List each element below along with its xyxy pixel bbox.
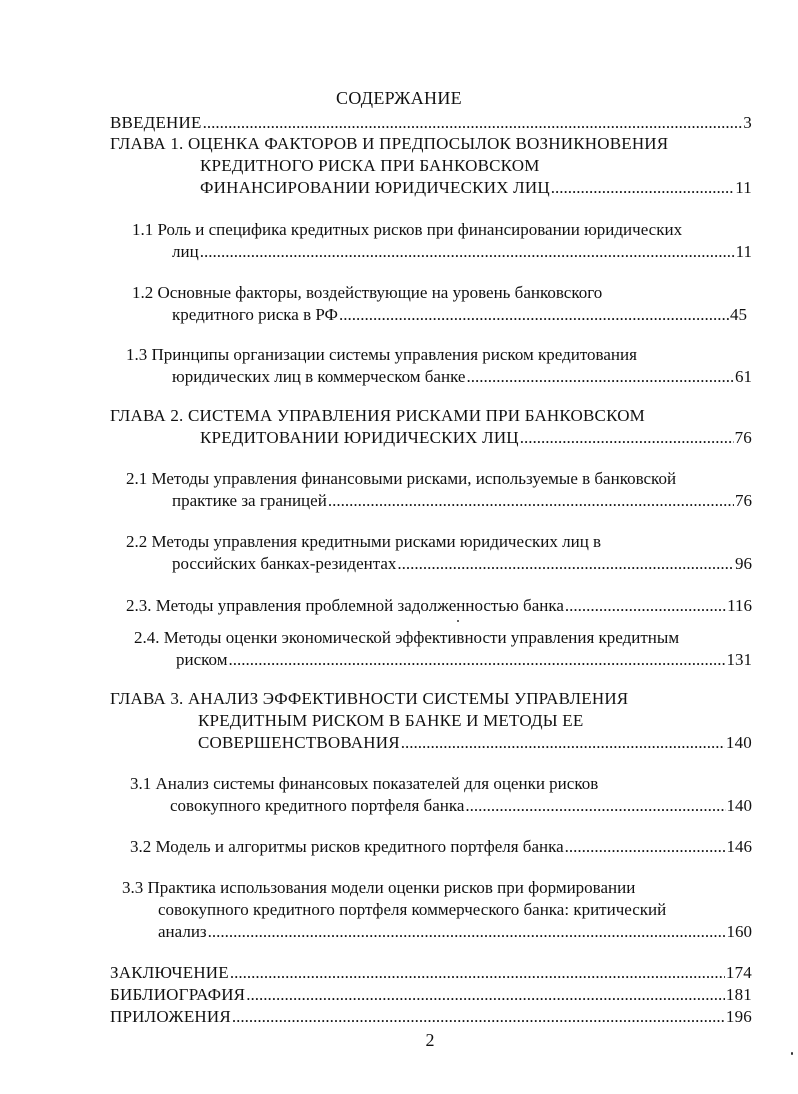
toc-entry-section-2-4 (176, 649, 752, 671)
leader-dots (397, 553, 734, 575)
toc-entry-bibliography (110, 984, 752, 1006)
toc-entry-page: 181 (725, 985, 752, 1004)
toc-entry-conclusion (110, 962, 752, 984)
toc-entry-label: КРЕДИТОВАНИИ ЮРИДИЧЕСКИХ ЛИЦ (200, 428, 519, 447)
toc-entry-label: ПРИЛОЖЕНИЯ (110, 1007, 231, 1026)
toc-entry-page: 146 (726, 837, 752, 856)
toc-entry-page: 160 (726, 922, 752, 941)
toc-entry-section-3-1 (170, 795, 752, 817)
chapter-1-title-line2: КРЕДИТНОГО РИСКА ПРИ БАНКОВСКОМ (200, 156, 540, 175)
toc-entry-page: 11 (735, 242, 752, 261)
toc-entry-chapter-1 (200, 177, 752, 199)
section-3-1-line1: 3.1 Анализ системы финансовых показателей для оценки рисков (130, 774, 599, 793)
leader-dots (328, 490, 734, 512)
toc-entry-label: ЗАКЛЮЧЕНИЕ (110, 963, 229, 982)
scan-speck (457, 620, 459, 622)
toc-title: СОДЕРЖАНИЕ (336, 88, 462, 108)
toc-entry-chapter-3 (198, 732, 752, 754)
toc-entry-page: 76 (734, 428, 752, 447)
toc-entry-label: 2.3. Методы управления проблемной задолженностью банка (126, 596, 564, 615)
leader-dots (465, 795, 725, 817)
leader-dots (246, 984, 725, 1006)
section-1-3-line1: 1.3 Принципы организации системы управления риском кредитования (126, 345, 637, 364)
leader-dots (200, 241, 735, 263)
toc-entry-page: 61 (735, 367, 752, 386)
toc-entry-label: практике за границей (172, 491, 327, 510)
leader-dots (203, 112, 743, 134)
toc-entry-label: 3.2 Модель и алгоритмы рисков кредитного портфеля банка (130, 837, 564, 856)
leader-dots (466, 366, 734, 388)
section-2-2-line1: 2.2 Методы управления кредитными рисками юридических лиц в (126, 532, 602, 551)
toc-entry-page: 45 (730, 305, 747, 324)
leader-dots (520, 427, 734, 449)
section-3-3-line2: совокупного кредитного портфеля коммерческого банка: критический (158, 900, 667, 919)
toc-entry-page: 116 (727, 596, 752, 615)
chapter-3-title-line1: ГЛАВА 3. АНАЛИЗ ЭФФЕКТИВНОСТИ СИСТЕМЫ УПРАВЛЕНИЯ (110, 689, 629, 708)
toc-entry-label: кредитного риска в РФ (172, 305, 338, 324)
leader-dots (339, 304, 729, 326)
section-2-4-line1: 2.4. Методы оценки экономической эффективности управления кредитным (134, 628, 680, 647)
leader-dots (228, 649, 725, 671)
toc-entry-label: СОВЕРШЕНСТВОВАНИЯ (198, 733, 400, 752)
section-1-1-line1: 1.1 Роль и специфика кредитных рисков при финансировании юридических (132, 220, 683, 239)
toc-entry-label: ВВЕДЕНИЕ (110, 113, 202, 132)
toc-entry-label: БИБЛИОГРАФИЯ (110, 985, 246, 1004)
chapter-1-title-line1: ГЛАВА 1. ОЦЕНКА ФАКТОРОВ И ПРЕДПОСЫЛОК ВОЗНИКНОВЕНИЯ (110, 134, 669, 153)
toc-entry-label: анализ (158, 922, 207, 941)
toc-entry-section-2-2 (172, 553, 752, 575)
toc-entry-section-3-3 (158, 921, 752, 943)
toc-entry-page: 140 (725, 733, 752, 752)
toc-entry-page: 196 (725, 1007, 752, 1026)
toc-entry-section-3-2 (130, 836, 752, 858)
leader-dots (565, 836, 726, 858)
toc-entry-section-1-3 (172, 366, 752, 388)
chapter-2-title-line1: ГЛАВА 2. СИСТЕМА УПРАВЛЕНИЯ РИСКАМИ ПРИ БАНКОВСКОМ (110, 406, 645, 425)
toc-entry-page: 3 (743, 113, 752, 132)
toc-entry-intro (110, 112, 752, 134)
toc-entry-label: юридических лиц в коммерческом банке (172, 367, 466, 386)
toc-entry-page: 174 (725, 963, 752, 982)
toc-entry-label: совокупного кредитного портфеля банка (170, 796, 465, 815)
section-3-3-line1: 3.3 Практика использования модели оценки рисков при формировании (122, 878, 636, 897)
toc-entry-page: 131 (726, 650, 752, 669)
leader-dots (401, 732, 725, 754)
toc-entry-page: 96 (735, 554, 752, 573)
leader-dots (208, 921, 726, 943)
toc-entry-label: российских банках-резидентах (172, 554, 397, 573)
toc-entry-page: 140 (726, 796, 752, 815)
section-1-2-line1: 1.2 Основные факторы, воздействующие на уровень банковского (132, 283, 603, 302)
section-2-1-line1: 2.1 Методы управления финансовыми рисками, используемые в банковской (126, 469, 677, 488)
leader-dots (551, 177, 734, 199)
page-number: 2 (425, 1030, 435, 1050)
toc-entry-label: риском (176, 650, 228, 669)
leader-dots (230, 962, 725, 984)
toc-entry-appendices (110, 1006, 752, 1028)
toc-entry-section-1-1 (172, 241, 752, 263)
toc-entry-section-2-3 (126, 595, 752, 617)
toc-entry-label: лиц (172, 242, 199, 261)
toc-entry-page: 76 (735, 491, 752, 510)
scan-speck (791, 1052, 793, 1055)
toc-entry-section-2-1 (172, 490, 752, 512)
toc-entry-section-1-2 (172, 304, 747, 326)
leader-dots (232, 1006, 725, 1028)
toc-entry-page: 11 (735, 178, 752, 197)
leader-dots (565, 595, 726, 617)
toc-entry-label: ФИНАНСИРОВАНИИ ЮРИДИЧЕСКИХ ЛИЦ (200, 178, 550, 197)
chapter-3-title-line2: КРЕДИТНЫМ РИСКОМ В БАНКЕ И МЕТОДЫ ЕЕ (198, 711, 584, 730)
toc-entry-chapter-2 (200, 427, 752, 449)
